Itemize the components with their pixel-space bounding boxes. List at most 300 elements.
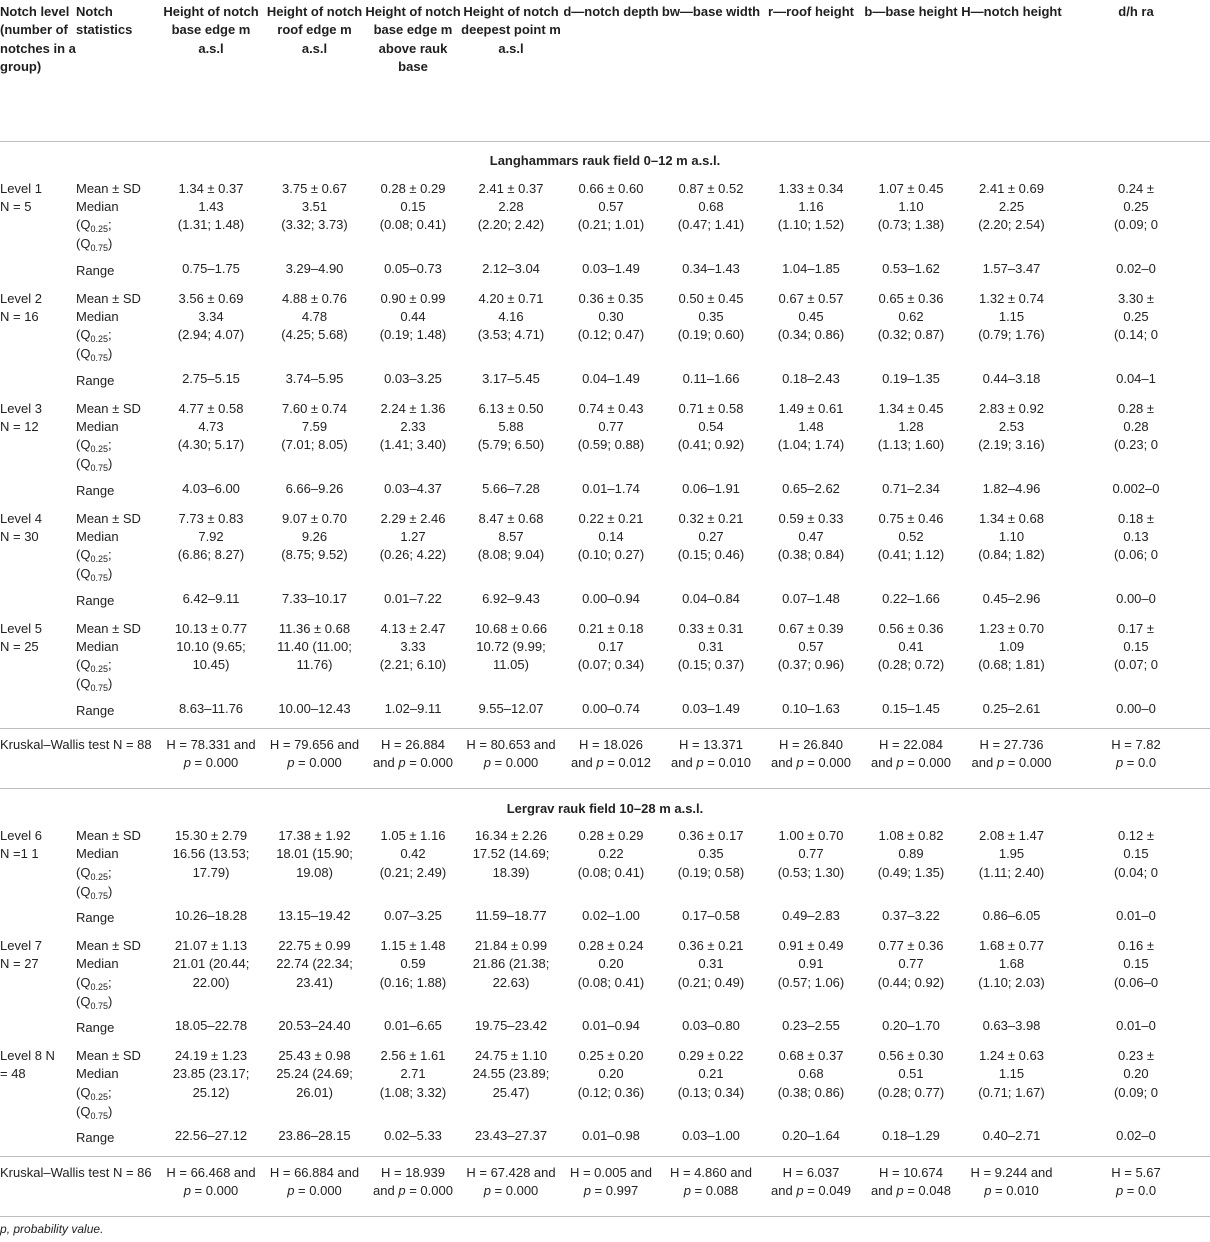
range-value: 23.86–28.15	[278, 1128, 351, 1144]
median-value: 0.77	[798, 846, 824, 862]
value-cell	[461, 290, 561, 400]
value-cell	[158, 180, 264, 290]
value-cell	[1062, 620, 1210, 729]
q-close: )	[107, 346, 113, 362]
spacer	[365, 344, 461, 362]
quartile-value: (1.10; 1.52)	[777, 217, 845, 233]
q-close: )	[107, 1103, 113, 1119]
mean-value: 1.08 ± 0.82	[878, 828, 944, 843]
column-header-1: Notch statistics	[76, 4, 133, 38]
median-value: 22.74 (22.34;	[276, 956, 353, 972]
quartile-value: (2.21; 6.10)	[379, 657, 447, 673]
level-count: N = 25	[0, 638, 39, 654]
range-value: 0.18–2.43	[782, 370, 840, 386]
mean-value: 0.36 ± 0.35	[578, 290, 644, 306]
mean-value: 2.08 ± 1.47	[979, 828, 1044, 843]
mean-value: 22.75 ± 0.99	[278, 938, 351, 953]
value-cell	[461, 400, 561, 510]
level-label: Level 1	[0, 180, 42, 196]
p-number: = 0.000	[194, 755, 239, 771]
value-cell	[561, 827, 661, 937]
median-value: 0.15	[1123, 638, 1149, 654]
quartile-value: (0.19; 0.60)	[677, 327, 745, 343]
spacer	[365, 1102, 461, 1120]
quartile-value: (1.11; 2.40)	[978, 864, 1045, 880]
range-value: 0.49–2.83	[782, 908, 840, 924]
p-value	[1062, 1182, 1210, 1200]
mean-value: 0.66 ± 0.60	[578, 180, 644, 196]
range-label: Range	[76, 372, 115, 388]
kruskal-wallis-value	[158, 1156, 264, 1216]
value-cell	[264, 827, 365, 937]
spacer	[761, 882, 861, 900]
kruskal-wallis-value	[761, 1156, 861, 1216]
median-value: 10.72 (9.99;	[476, 638, 546, 654]
median-value: 3.34	[198, 308, 224, 324]
quartile-value: 25.47)	[492, 1084, 530, 1100]
range-value: 0.04–1	[1116, 370, 1156, 386]
median-value: 24.55 (23.89;	[472, 1066, 550, 1082]
mean-value: 1.23 ± 0.70	[979, 620, 1044, 636]
p-value	[264, 1182, 365, 1200]
quartile-value: 26.01)	[296, 1084, 333, 1100]
mean-value: 1.15 ± 1.48	[380, 938, 446, 953]
kruskal-wallis-value	[961, 729, 1062, 789]
h-value: H = 9.244 and	[970, 1164, 1053, 1180]
spacer	[961, 1102, 1062, 1120]
quartile-value: (0.57; 1.06)	[777, 974, 845, 990]
p-value	[661, 1182, 761, 1200]
section-title-row	[0, 141, 1210, 180]
mean-value: 0.12 ±	[1117, 828, 1155, 843]
h-value: H = 18.026	[579, 737, 643, 752]
median-value: 0.57	[598, 198, 624, 214]
median-label: Median	[76, 1066, 119, 1082]
q-sep: ;	[107, 657, 112, 673]
quartile-value: 11.76)	[296, 657, 333, 673]
median-value: 23.85 (23.17;	[172, 1066, 250, 1082]
quartile-value: 11.05)	[493, 657, 529, 673]
value-cell	[365, 510, 461, 620]
mean-value: 0.24 ±	[1117, 180, 1155, 196]
q-sep: ;	[107, 974, 112, 990]
range-label: Range	[76, 1130, 115, 1146]
kruskal-wallis-value	[961, 1156, 1062, 1216]
spacer	[264, 992, 365, 1010]
value-cell	[461, 1047, 561, 1156]
spacer	[461, 992, 561, 1010]
spacer	[365, 882, 461, 900]
level-cell	[0, 620, 76, 729]
value-cell	[761, 180, 861, 290]
value-cell	[365, 1047, 461, 1156]
p-value	[761, 1182, 861, 1200]
p-number: = 0.000	[298, 1182, 342, 1198]
median-value: 0.22	[598, 846, 624, 862]
value-cell	[1062, 400, 1210, 510]
mean-label: Mean ± SD	[76, 938, 141, 953]
quartile-label	[76, 546, 158, 565]
range-value: 6.66–9.26	[285, 480, 344, 496]
value-cell	[961, 290, 1062, 400]
range-value: 0.40–2.71	[982, 1128, 1041, 1144]
spacer	[264, 674, 365, 692]
spacer	[365, 992, 461, 1010]
quartile-value: (0.32; 0.87)	[877, 327, 945, 343]
quartile-label-2	[76, 993, 158, 1012]
value-cell	[365, 180, 461, 290]
quartile-value: (1.13; 1.60)	[877, 437, 945, 453]
median-value: 1.95	[998, 846, 1025, 862]
spacer	[561, 1102, 661, 1120]
value-cell	[561, 620, 661, 729]
quartile-value: (0.23; 0	[1113, 437, 1159, 453]
mean-value: 0.65 ± 0.36	[878, 290, 944, 306]
median-value: 2.28	[498, 198, 524, 214]
value-cell	[761, 290, 861, 400]
spacer	[1062, 674, 1210, 692]
value-cell	[761, 620, 861, 729]
h-value: H = 18.939	[381, 1164, 445, 1180]
level-row	[0, 620, 1210, 729]
value-cell	[761, 510, 861, 620]
value-cell	[961, 400, 1062, 510]
mean-value: 0.59 ± 0.33	[778, 510, 844, 526]
range-value: 10.00–12.43	[278, 700, 351, 716]
kruskal-wallis-row	[0, 1156, 1210, 1216]
q-open: (Q	[76, 437, 91, 453]
mean-label: Mean ± SD	[76, 620, 141, 636]
h-value: H = 78.331 and	[166, 737, 256, 752]
median-value: 3.33	[400, 638, 426, 654]
h-value: H = 80.653 and	[466, 737, 556, 752]
range-label: Range	[76, 910, 115, 926]
quartile-label	[76, 864, 158, 883]
mean-label: Mean ± SD	[76, 828, 141, 843]
q-sep: ;	[107, 864, 112, 880]
range-value: 0.10–1.63	[782, 700, 840, 716]
q-open-2: (Q	[76, 236, 91, 252]
p-value	[461, 1182, 561, 1200]
mean-value: 1.33 ± 0.34	[778, 180, 844, 196]
p-symbol-inline: p	[1115, 755, 1127, 771]
quartile-label	[76, 436, 158, 455]
q-open: (Q	[76, 327, 91, 343]
mean-value: 1.07 ± 0.45	[878, 180, 944, 196]
median-label: Median	[76, 418, 119, 434]
mean-value: 9.07 ± 0.70	[282, 510, 347, 526]
median-value: 0.47	[798, 528, 824, 544]
h-value: H = 6.037	[782, 1164, 840, 1180]
mean-value: 4.13 ± 2.47	[380, 620, 446, 636]
q-open: (Q	[76, 547, 91, 563]
range-value: 0.06–1.91	[682, 480, 740, 496]
median-value: 1.10	[898, 198, 924, 214]
median-label: Median	[76, 528, 119, 544]
p-value	[861, 754, 961, 772]
p-value	[761, 754, 861, 772]
q-open-2: (Q	[76, 566, 91, 582]
range-value: 4.03–6.00	[182, 480, 240, 496]
mean-value: 0.22 ± 0.21	[578, 510, 644, 526]
mean-value: 2.41 ± 0.69	[979, 180, 1044, 196]
h-value: H = 26.840	[779, 737, 843, 752]
p-value	[1062, 754, 1210, 772]
mean-value: 0.36 ± 0.21	[678, 938, 744, 953]
q75-sub: 0.75	[90, 1110, 108, 1121]
column-header-6: d—notch depth	[563, 4, 659, 19]
footnote	[0, 1222, 103, 1236]
p-value	[461, 754, 561, 772]
q25-sub: 0.25	[90, 334, 108, 345]
p-symbol-inline: p	[287, 755, 299, 771]
q-close: )	[107, 883, 113, 899]
p-symbol-inline: p	[398, 755, 410, 771]
kruskal-wallis-value	[861, 729, 961, 789]
value-cell	[661, 827, 761, 937]
mean-value: 0.28 ± 0.29	[380, 180, 446, 196]
mean-value: 3.30 ±	[1117, 290, 1155, 306]
mean-value: 10.13 ± 0.77	[174, 620, 248, 636]
quartile-value: (0.07; 0.34)	[577, 657, 645, 673]
spacer	[1062, 882, 1210, 900]
mean-value: 24.19 ± 1.23	[174, 1048, 248, 1063]
column-header-8: r—roof height	[768, 4, 854, 19]
range-value: 1.82–4.96	[982, 480, 1041, 496]
p-symbol-inline: p	[683, 1182, 695, 1198]
range-value: 0.20–1.70	[882, 1018, 940, 1034]
spacer	[761, 454, 861, 472]
mean-value: 0.56 ± 0.36	[878, 620, 944, 636]
kruskal-wallis-value	[561, 1156, 661, 1216]
median-value: 0.20	[598, 1066, 624, 1082]
level-row	[0, 510, 1210, 620]
h-value: H = 13.371	[679, 737, 743, 752]
value-cell	[158, 400, 264, 510]
p-prefix: and	[373, 1182, 399, 1198]
spacer	[861, 564, 961, 582]
level-count: N = 12	[0, 418, 39, 434]
median-value: 0.54	[698, 418, 724, 434]
spacer	[365, 674, 461, 692]
q-close: )	[107, 566, 113, 582]
range-value: 20.53–24.40	[278, 1018, 351, 1034]
h-value: H = 10.674	[879, 1164, 943, 1180]
stat-labels-cell	[76, 290, 158, 400]
p-prefix: and	[571, 755, 597, 771]
mean-value: 1.05 ± 1.16	[380, 828, 446, 843]
column-header-10: H—notch height	[961, 4, 1062, 19]
value-cell	[961, 1047, 1062, 1156]
range-value: 3.74–5.95	[285, 370, 344, 386]
spacer	[861, 674, 961, 692]
quartile-value: (0.08; 0.41)	[577, 974, 645, 990]
mean-value: 24.75 ± 1.10	[474, 1048, 548, 1063]
q25-sub: 0.25	[90, 1091, 108, 1102]
h-value: H = 26.884	[381, 737, 445, 752]
spacer	[264, 234, 365, 252]
quartile-label-2	[76, 345, 158, 364]
p-symbol-inline: p	[984, 1182, 996, 1198]
median-value: 1.15	[998, 1066, 1025, 1082]
spacer	[661, 454, 761, 472]
quartile-value: 17.79)	[192, 864, 230, 880]
p-symbol-inline: p	[183, 755, 195, 771]
median-value: 0.62	[898, 308, 924, 324]
range-value: 0.03–4.37	[384, 480, 442, 496]
spacer	[158, 882, 264, 900]
range-value: 0.63–3.98	[982, 1018, 1041, 1034]
mean-value: 0.21 ± 0.18	[578, 620, 644, 636]
spacer	[861, 992, 961, 1010]
range-value: 2.75–5.15	[182, 370, 240, 386]
p-prefix: and	[971, 755, 997, 771]
kruskal-wallis-value	[365, 729, 461, 789]
quartile-value: (0.09; 0	[1113, 1084, 1159, 1100]
value-cell	[761, 400, 861, 510]
mean-label: Mean ± SD	[76, 180, 141, 196]
p-value	[158, 754, 264, 772]
p-value	[961, 1182, 1062, 1200]
spacer	[461, 234, 561, 252]
value-cell	[661, 290, 761, 400]
level-label: Level 6	[0, 828, 42, 843]
value-cell	[761, 1047, 861, 1156]
quartile-value: (2.94; 4.07)	[177, 327, 245, 343]
median-value: 2.33	[400, 418, 426, 434]
value-cell	[461, 937, 561, 1047]
range-value: 1.02–9.11	[384, 700, 442, 716]
p-prefix: and	[771, 755, 797, 771]
mean-value: 0.36 ± 0.17	[678, 828, 744, 843]
section-title: Lergrav rauk field 10–28 m a.s.l.	[506, 800, 704, 816]
kruskal-wallis-value	[561, 729, 661, 789]
range-value: 0.01–0	[1116, 908, 1156, 924]
q-open-2: (Q	[76, 883, 91, 899]
q-sep: ;	[107, 437, 112, 453]
mean-value: 0.90 ± 0.99	[380, 290, 446, 306]
value-cell	[1062, 290, 1210, 400]
value-cell	[264, 1047, 365, 1156]
h-value: H = 7.82	[1111, 737, 1161, 752]
quartile-value: (0.08; 0.41)	[577, 864, 645, 880]
mean-value: 11.36 ± 0.68	[278, 620, 351, 636]
spacer	[961, 234, 1062, 252]
level-count: N = 30	[0, 528, 39, 544]
mean-value: 2.56 ± 1.61	[380, 1048, 446, 1063]
quartile-value: (0.71; 1.67)	[978, 1084, 1045, 1100]
range-value: 0.15–1.45	[882, 700, 940, 716]
value-cell	[365, 620, 461, 729]
quartile-value: (4.25; 5.68)	[281, 327, 348, 343]
median-value: 0.15	[1123, 956, 1149, 972]
range-value: 5.66–7.28	[482, 480, 540, 496]
q-open-2: (Q	[76, 993, 91, 1009]
mean-value: 1.34 ± 0.68	[979, 510, 1044, 526]
mean-value: 1.24 ± 0.63	[979, 1048, 1044, 1063]
range-value: 0.07–1.48	[782, 590, 840, 606]
mean-value: 0.16 ±	[1117, 938, 1155, 953]
median-value: 7.92	[198, 528, 224, 544]
p-symbol-inline: p	[183, 1182, 195, 1198]
range-value: 0.04–0.84	[682, 590, 740, 606]
column-header-11: d/h ra	[1118, 4, 1154, 19]
value-cell	[1062, 937, 1210, 1047]
range-label: Range	[76, 262, 115, 278]
mean-value: 1.00 ± 0.70	[778, 828, 844, 843]
quartile-value: (0.28; 0.77)	[877, 1084, 945, 1100]
quartile-value: (1.04; 1.74)	[777, 437, 845, 453]
spacer	[365, 234, 461, 252]
quartile-value: (0.41; 0.92)	[677, 437, 745, 453]
spacer	[158, 344, 264, 362]
quartile-value: 10.45)	[192, 657, 230, 673]
value-cell	[861, 290, 961, 400]
kruskal-wallis-value	[264, 729, 365, 789]
value-cell	[661, 1047, 761, 1156]
spacer	[561, 674, 661, 692]
mean-label: Mean ± SD	[76, 1048, 141, 1063]
mean-value: 0.28 ± 0.24	[578, 938, 644, 953]
median-value: 17.52 (14.69;	[472, 846, 550, 862]
level-label: Level 5	[0, 620, 42, 636]
kruskal-wallis-value	[1062, 729, 1210, 789]
p-symbol-inline: p	[696, 755, 708, 771]
p-value	[561, 1182, 661, 1200]
p-symbol-inline: p	[796, 1182, 808, 1198]
range-value: 0.00–0.74	[582, 700, 640, 716]
value-cell	[264, 290, 365, 400]
mean-value: 0.32 ± 0.21	[678, 510, 744, 526]
quartile-value: (3.32; 3.73)	[281, 217, 348, 233]
mean-value: 0.77 ± 0.36	[878, 938, 944, 953]
quartile-label-2	[76, 883, 158, 902]
q25-sub: 0.25	[90, 871, 108, 882]
stat-labels-cell	[76, 827, 158, 937]
median-value: 0.91	[798, 956, 824, 972]
median-value: 1.28	[898, 418, 924, 434]
spacer	[158, 454, 264, 472]
p-symbol-inline: p	[896, 755, 908, 771]
kruskal-wallis-value	[761, 729, 861, 789]
quartile-value: (0.06; 0	[1113, 547, 1159, 563]
p-number: = 0.0	[1126, 755, 1157, 771]
range-value: 0.03–1.49	[582, 260, 640, 276]
quartile-value: (2.20; 2.54)	[978, 217, 1045, 233]
mean-value: 1.32 ± 0.74	[979, 290, 1044, 306]
range-value: 18.05–22.78	[174, 1018, 248, 1034]
quartile-value: (0.21; 0.49)	[677, 974, 745, 990]
value-cell	[158, 827, 264, 937]
spacer	[461, 454, 561, 472]
q-open-2: (Q	[76, 346, 91, 362]
p-symbol-inline: p	[398, 1182, 410, 1198]
range-value: 0.00–0	[1116, 700, 1156, 716]
median-value: 0.21	[698, 1066, 724, 1082]
quartile-value: (0.08; 0.41)	[379, 217, 447, 233]
stat-labels-cell	[76, 937, 158, 1047]
quartile-label-2	[76, 1103, 158, 1122]
value-cell	[561, 290, 661, 400]
p-symbol-inline: p	[483, 755, 495, 771]
quartile-value: (0.59; 0.88)	[577, 437, 645, 453]
spacer	[961, 344, 1062, 362]
range-value: 7.33–10.17	[281, 590, 348, 606]
mean-value: 7.60 ± 0.74	[282, 400, 347, 416]
quartile-value: (0.41; 1.12)	[877, 547, 945, 563]
column-header-9: b—base height	[864, 4, 958, 19]
spacer	[1062, 992, 1210, 1010]
